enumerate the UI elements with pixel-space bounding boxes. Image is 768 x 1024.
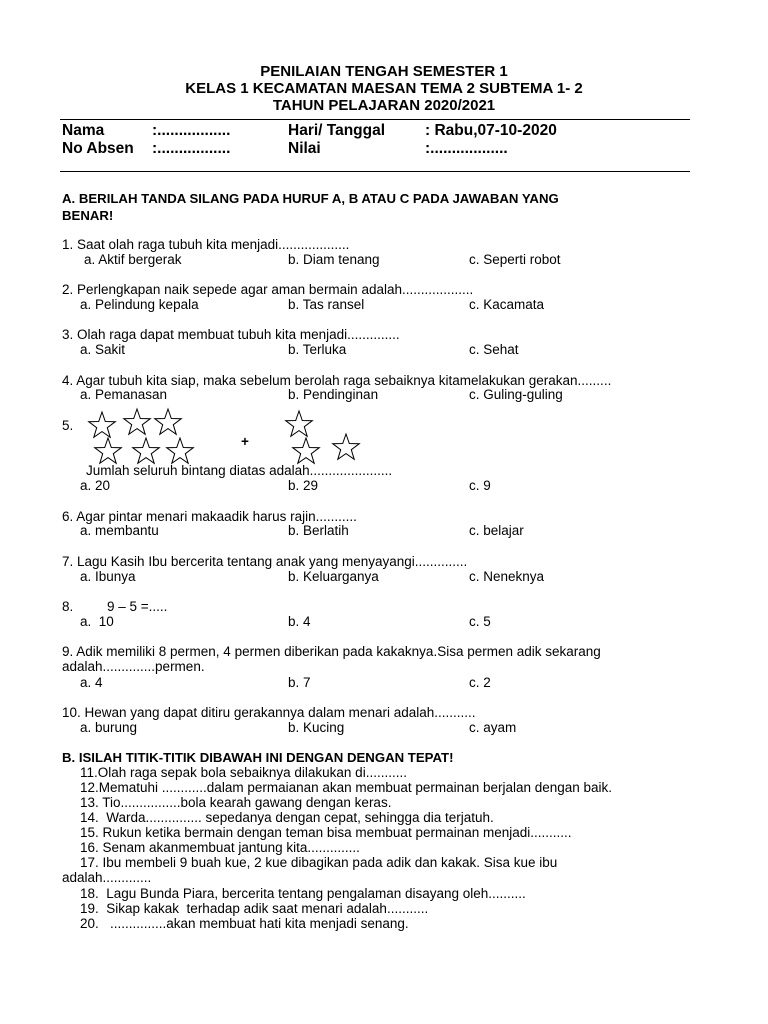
q8-option-c[interactable]: c. 5 (469, 614, 491, 629)
q7-option-a[interactable]: a. Ibunya (80, 569, 136, 584)
title-line-3: TAHUN PELAJARAN 2020/2021 (272, 97, 496, 114)
fill-item-14[interactable]: 14. Warda............... sepedanya dengan cepat, sehingga dia terjatuh. (80, 810, 494, 825)
question-9: 9. Adik memiliki 8 permen, 4 permen diberikan pada kakaknya.Sisa permen adik sekarang (62, 644, 601, 659)
q4-option-a[interactable]: a. Pemanasan (80, 387, 168, 402)
fill-item-19[interactable]: 19. Sikap kakak terhadap adik saat menari adalah........... (80, 901, 429, 916)
no-absen-field[interactable]: :................. (152, 140, 231, 157)
q7-option-b[interactable]: b. Keluarganya (288, 569, 379, 584)
question-10: 10. Hewan yang dapat ditiru gerakannya dalam menari adalah........... (62, 705, 476, 720)
fill-item-20[interactable]: 20. ...............akan membuat hati kita menjadi senang. (80, 916, 409, 931)
question-3: 3. Olah raga dapat membuat tubuh kita menjadi.............. (62, 327, 400, 342)
q9-option-c[interactable]: c. 2 (469, 675, 491, 690)
star-icon (133, 438, 160, 463)
q10-option-c[interactable]: c. ayam (469, 720, 517, 735)
q3-option-a[interactable]: a. Sakit (80, 342, 126, 357)
q2-option-b[interactable]: b. Tas ransel (288, 297, 365, 312)
q7-option-c[interactable]: c. Neneknya (469, 569, 545, 584)
q8-option-b[interactable]: b. 4 (288, 614, 311, 629)
star-icon (95, 438, 122, 463)
hari-tanggal-label: Hari/ Tanggal (288, 122, 386, 139)
plus-sign: + (241, 434, 249, 449)
title-line-2: KELAS 1 KECAMATAN MAESAN TEMA 2 SUBTEMA 1- 2 (185, 80, 583, 97)
star-icon (89, 412, 116, 437)
fill-item-12[interactable]: 12.Mematuhi ............dalam permaianan akan membuat permainan berjalan dengan baik. (80, 780, 613, 795)
q10-option-b[interactable]: b. Kucing (288, 720, 345, 735)
fill-item-17[interactable]: 17. Ibu membeli 9 buah kue, 2 kue dibagikan pada adik dan kakak. Sisa kue ibu (80, 855, 558, 870)
star-icon (167, 438, 194, 463)
nilai-label: Nilai (288, 140, 321, 157)
q10-option-a[interactable]: a. burung (80, 720, 138, 735)
q8-option-a[interactable]: a. 10 (80, 614, 114, 629)
title-line-1: PENILAIAN TENGAH SEMESTER 1 (260, 63, 508, 80)
star-icon (124, 409, 151, 434)
question-2: 2. Perlengkapan naik sepede agar aman bermain adalah................... (62, 282, 474, 297)
q1-option-c[interactable]: c. Seperti robot (469, 252, 561, 267)
section-a-heading: A. BERILAH TANDA SILANG PADA HURUF A, B ATAU C PADA JAWABAN YANG (62, 191, 559, 206)
hari-tanggal-value: : Rabu,07-10-2020 (425, 122, 557, 139)
question-5: 5. (62, 418, 74, 433)
q5-option-c[interactable]: c. 9 (469, 478, 491, 493)
question-8: 8. 9 – 5 =..... (62, 599, 168, 614)
q3-option-c[interactable]: c. Sehat (469, 342, 519, 357)
nama-label: Nama (62, 122, 105, 139)
fill-item-15[interactable]: 15. Rukun ketika bermain dengan teman bisa membuat permainan menjadi........... (80, 825, 572, 840)
q6-option-b[interactable]: b. Berlatih (288, 523, 349, 538)
fill-item-13[interactable]: 13. Tio................bola kearah gawang dengan keras. (80, 795, 392, 810)
fill-item-18[interactable]: 18. Lagu Bunda Piara, bercerita tentang pengalaman disayang oleh.......... (80, 886, 526, 901)
q6-option-c[interactable]: c. belajar (469, 523, 524, 538)
q2-option-a[interactable]: a. Pelindung kepala (80, 297, 199, 312)
q1-option-b[interactable]: b. Diam tenang (288, 252, 380, 267)
star-icon (333, 434, 360, 459)
q5-option-b[interactable]: b. 29 (288, 478, 319, 493)
nilai-field[interactable]: :.................. (425, 140, 508, 157)
star-icon (293, 438, 320, 463)
star-icon (155, 409, 182, 434)
fill-item-16[interactable]: 16. Senam akanmembuat jantung kita.............. (80, 840, 360, 855)
question-5-text: Jumlah seluruh bintang diatas adalah...................... (86, 463, 393, 478)
q4-option-b[interactable]: b. Pendinginan (288, 387, 379, 402)
nama-field[interactable]: :................. (152, 122, 231, 139)
question-9-cont: adalah..............permen. (62, 659, 205, 674)
q5-option-a[interactable]: a. 20 (80, 478, 111, 493)
q6-option-a[interactable]: a. membantu (80, 523, 159, 538)
section-a-heading-cont: BENAR! (62, 208, 114, 223)
no-absen-label: No Absen (62, 140, 134, 157)
q9-option-a[interactable]: a. 4 (80, 675, 103, 690)
question-7: 7. Lagu Kasih Ibu bercerita tentang anak yang menyayangi.............. (62, 554, 468, 569)
q4-option-c[interactable]: c. Guling-guling (469, 387, 563, 402)
question-4: 4. Agar tubuh kita siap, maka sebelum berolah raga sebaiknya kitamelakukan gerakan......... (62, 373, 612, 388)
fill-item-11[interactable]: 11.Olah raga sepak bola sebaiknya dilakukan di........... (80, 765, 407, 780)
q3-option-b[interactable]: b. Terluka (288, 342, 347, 357)
question-1: 1. Saat olah raga tubuh kita menjadi................... (62, 237, 350, 252)
question-6: 6. Agar pintar menari makaadik harus rajin........... (62, 509, 357, 524)
q2-option-c[interactable]: c. Kacamata (469, 297, 545, 312)
section-b-heading: B. ISILAH TITIK-TITIK DIBAWAH INI DENGAN DENGAN TEPAT! (62, 750, 454, 765)
q1-option-a[interactable]: a. Aktif bergerak (84, 252, 182, 267)
star-icon (286, 411, 313, 436)
fill-item-17-cont[interactable]: adalah............. (62, 870, 152, 885)
q9-option-b[interactable]: b. 7 (288, 675, 311, 690)
